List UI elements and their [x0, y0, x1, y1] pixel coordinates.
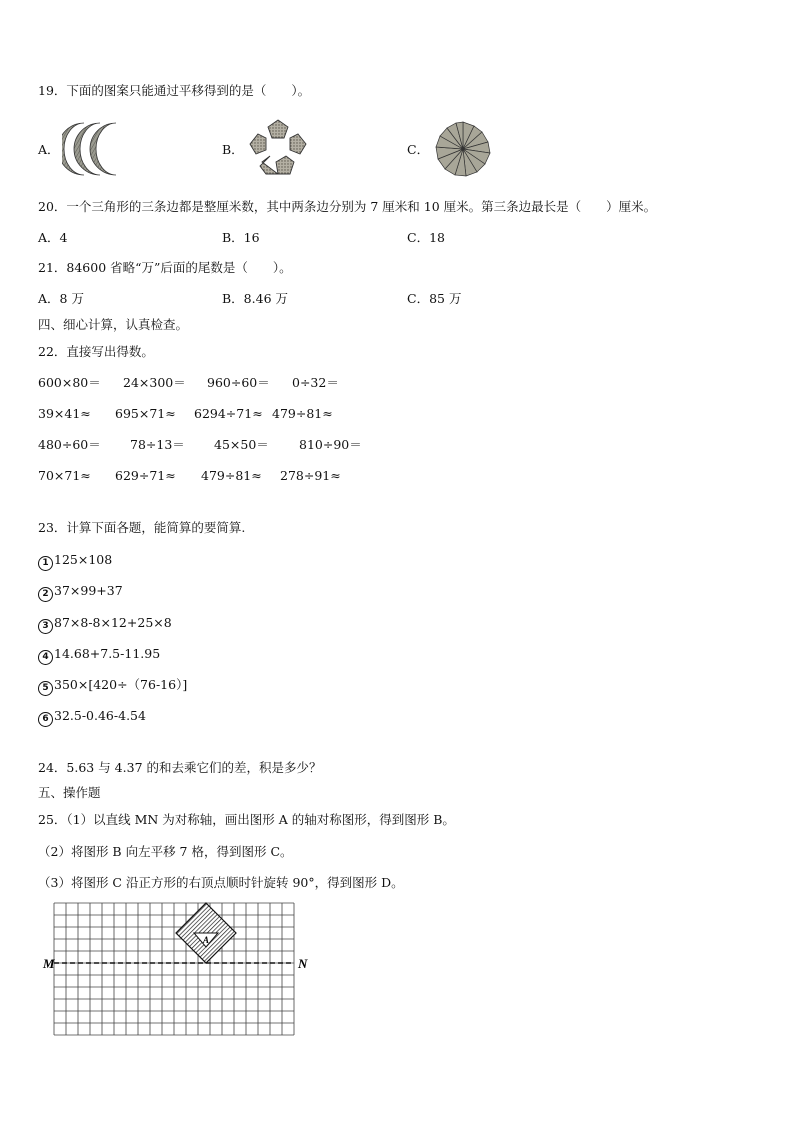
q23-item [38, 615, 172, 634]
q22-expr: 695×71≈ [115, 406, 176, 421]
label-n: N [298, 956, 308, 971]
q20-question: 20．一个三角形的三条边都是整厘米数，其中两条边分别为 7 厘米和 10 厘米。第三条边最长是（ ）厘米。 [38, 199, 657, 214]
q20-option-b: B．16 [222, 230, 260, 245]
q23-expression: 37×99+37 [54, 583, 123, 598]
section-4-heading: 四、细心计算，认真检查。 [38, 317, 189, 332]
pinwheel-icon [434, 120, 492, 178]
q23-expression: 32.5-0.46-4.54 [54, 708, 146, 723]
q21-option-c: C．85 万 [407, 291, 462, 306]
circled-number: 6 [38, 712, 53, 727]
q22-expr: 479÷81≈ [201, 468, 262, 483]
q23-item [38, 708, 146, 727]
q22-expr: 479÷81≈ [272, 406, 333, 421]
q22-expr: 810÷90＝ [299, 437, 362, 452]
q20-option-c: C．18 [407, 230, 445, 245]
q23-title: 23．计算下面各题，能简算的要简算. [38, 520, 246, 535]
q22-expr: 24×300＝ [123, 375, 186, 390]
q23-item [38, 552, 112, 571]
q21-question: 21．84600 省略“万”后面的尾数是（ ）。 [38, 260, 292, 275]
circled-number: 3 [38, 619, 53, 634]
q23-expression: 350×[420÷（76-16）] [54, 677, 188, 692]
circled-number: 1 [38, 556, 53, 571]
q24-question: 24．5.63 与 4.37 的和去乘它们的差，积是多少？ [38, 760, 322, 775]
q21-option-b: B．8.46 万 [222, 291, 288, 306]
q25-line-3: （3）将图形 C 沿正方形的右顶点顺时针旋转 90°，得到图形 D。 [38, 875, 404, 890]
q19-option-c-label: C． [407, 142, 430, 157]
shape-label: A [202, 935, 210, 945]
circled-number: 5 [38, 681, 53, 696]
q22-expr: 6294÷71≈ [194, 406, 263, 421]
q22-expr: 480÷60＝ [38, 437, 101, 452]
q23-expression: 14.68+7.5-11.95 [54, 646, 161, 661]
q22-expr: 600×80＝ [38, 375, 101, 390]
q21-option-a: A．8 万 [38, 291, 84, 306]
q22-expr: 0÷32＝ [292, 375, 339, 390]
q23-item [38, 646, 160, 665]
grid-figure [38, 898, 328, 1040]
q22-expr: 278÷91≈ [280, 468, 341, 483]
q23-item [38, 677, 187, 696]
q22-expr: 45×50＝ [214, 437, 269, 452]
label-m: M [43, 956, 55, 971]
q19-option-a-label: A． [38, 142, 60, 157]
q23-expression: 125×108 [54, 552, 113, 567]
q22-expr: 39×41≈ [38, 406, 91, 421]
q23-expression: 87×8-8×12+25×8 [54, 615, 172, 630]
section-5-heading: 五、操作题 [38, 785, 101, 800]
q19-question: 19．下面的图案只能通过平移得到的是（ ）。 [38, 83, 311, 98]
q22-title: 22．直接写出得数。 [38, 344, 154, 359]
q19-option-b-label: B． [222, 142, 244, 157]
q22-expr: 78÷13＝ [130, 437, 185, 452]
circled-number: 2 [38, 587, 53, 602]
q25-line-1: 25．（1）以直线 MN 为对称轴，画出图形 A 的轴对称图形，得到图形 B。 [38, 812, 455, 827]
grid-lines [54, 903, 294, 1035]
q22-expr: 960÷60＝ [207, 375, 270, 390]
q20-option-a: A．4 [38, 230, 68, 245]
pentagon-flower-icon [248, 118, 308, 176]
q22-expr: 70×71≈ [38, 468, 91, 483]
circled-number: 4 [38, 650, 53, 665]
q22-expr: 629÷71≈ [115, 468, 176, 483]
q25-line-2: （2）将图形 B 向左平移 7 格，得到图形 C。 [38, 844, 293, 859]
q23-item [38, 583, 123, 602]
crescent-moons-icon [62, 121, 132, 177]
